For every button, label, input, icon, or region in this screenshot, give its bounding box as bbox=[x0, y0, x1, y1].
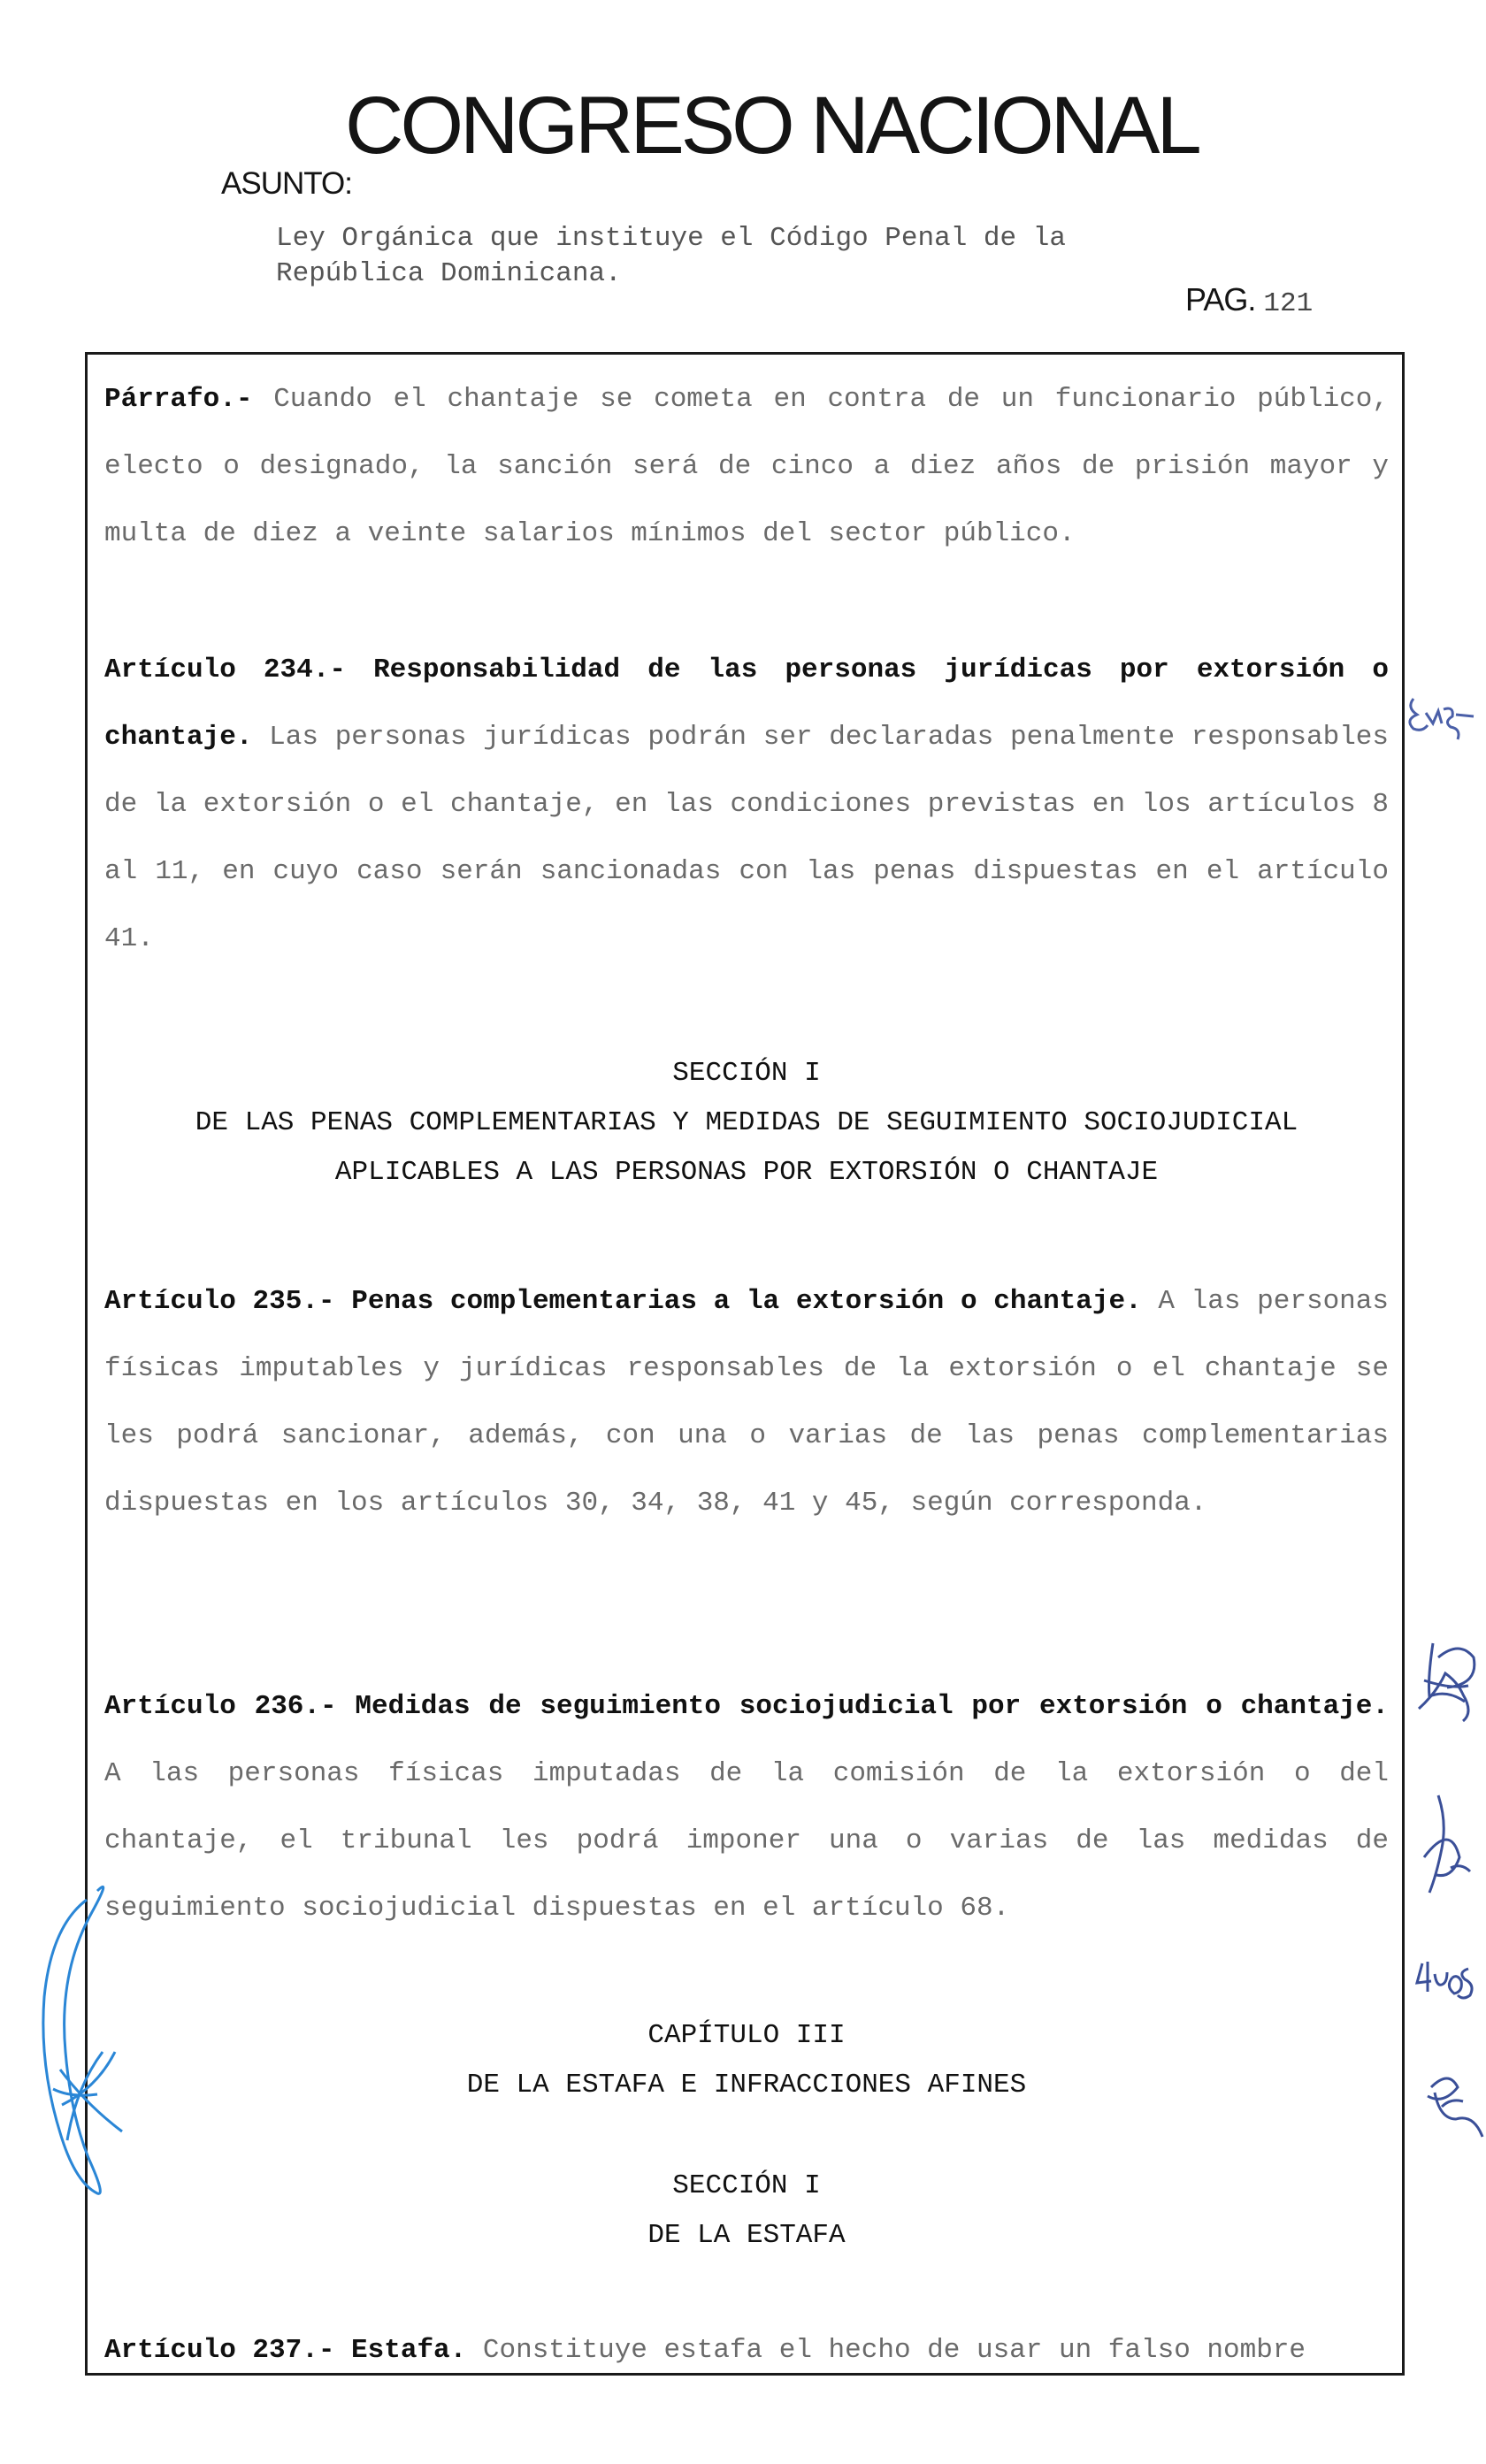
initials-mark-3 bbox=[1428, 2078, 1482, 2137]
section-estafa-number: SECCIÓN I bbox=[672, 2170, 821, 2201]
article-235-text: A las personas físicas imputables y jurídicas responsables de la extorsión o el chantaje se les podrá sancionar, además, con una o varias de las penas complementarias dispuestas en los artículos 30, 34, 38, 41 y 45, según corresponda. bbox=[104, 1286, 1389, 1519]
section-1-title-line1: DE LAS PENAS COMPLEMENTARIAS Y MEDIDAS DE SEGUIMIENTO SOCIOJUDICIAL bbox=[195, 1107, 1298, 1138]
signature-mark-1 bbox=[1419, 1643, 1475, 1721]
section-1-number: SECCIÓN I bbox=[672, 1058, 821, 1089]
page-number: 121 bbox=[1263, 288, 1314, 319]
article-234 bbox=[104, 637, 1389, 973]
article-237-text: Constituye estafa el hecho de usar un falso nombre bbox=[466, 2335, 1306, 2366]
subject-line-1: Ley Orgánica que instituye el Código Penal de la bbox=[276, 223, 1066, 254]
article-236-text: A las personas físicas imputadas de la comisión de la extorsión o del chantaje, el tribunal les podrá imponer una o varias de las medidas de seguimiento sociojudicial dispuestas en el artículo 68. bbox=[104, 1758, 1389, 1924]
subject-text bbox=[276, 221, 1066, 292]
paragraph-parrafo bbox=[104, 366, 1389, 568]
article-234-text: Las personas jurídicas podrán ser declaradas penalmente responsables de la extorsión o el chantaje, en las condiciones previstas en los artículos 8 al 11, en cuyo caso serán sancionadas con las penas dispuestas en el artículo 41. bbox=[104, 722, 1389, 954]
parrafo-label: Párrafo.- bbox=[104, 384, 253, 415]
chapter-3-number: CAPÍTULO III bbox=[647, 2020, 846, 2051]
page-indicator bbox=[1185, 281, 1313, 319]
subject-line-2: República Dominicana. bbox=[276, 258, 622, 289]
article-235 bbox=[104, 1268, 1389, 1537]
section-1-title-line2: APLICABLES A LAS PERSONAS POR EXTORSIÓN O CHANTAJE bbox=[334, 1157, 1159, 1188]
chapter-3-title: DE LA ESTAFA E INFRACCIONES AFINES bbox=[466, 2070, 1027, 2101]
article-236 bbox=[104, 1673, 1389, 1942]
initials-mark-2 bbox=[1417, 1962, 1472, 1998]
section-heading-1 bbox=[104, 1049, 1389, 1198]
article-237-title: Artículo 237.- Estafa. bbox=[104, 2335, 467, 2366]
section-heading-estafa bbox=[104, 2162, 1389, 2261]
article-236-title: Artículo 236.- Medidas de seguimiento sociojudicial por extorsión o chantaje. bbox=[104, 1691, 1389, 1722]
section-estafa-title: DE LA ESTAFA bbox=[647, 2220, 846, 2251]
institution-title: CONGRESO NACIONAL bbox=[345, 80, 1199, 171]
signature-mark-2 bbox=[1424, 1795, 1470, 1893]
asunto-label: ASUNTO: bbox=[221, 166, 352, 201]
page-label: PAG. bbox=[1185, 281, 1256, 318]
article-235-title: Artículo 235.- Penas complementarias a la extorsión o chantaje. bbox=[104, 1286, 1142, 1317]
article-234-title: Artículo 234.- Responsabilidad de las personas jurídicas por extorsión o chantaje. bbox=[104, 654, 1389, 753]
article-237 bbox=[104, 2317, 1389, 2384]
parrafo-text: Cuando el chantaje se cometa en contra de un funcionario público, electo o designado, la sanción será de cinco a diez años de prisión mayor y multa de diez a veinte salarios mínimos del sector público. bbox=[104, 384, 1389, 549]
chapter-heading-3 bbox=[104, 2011, 1389, 2110]
initials-mark-1 bbox=[1410, 699, 1474, 739]
